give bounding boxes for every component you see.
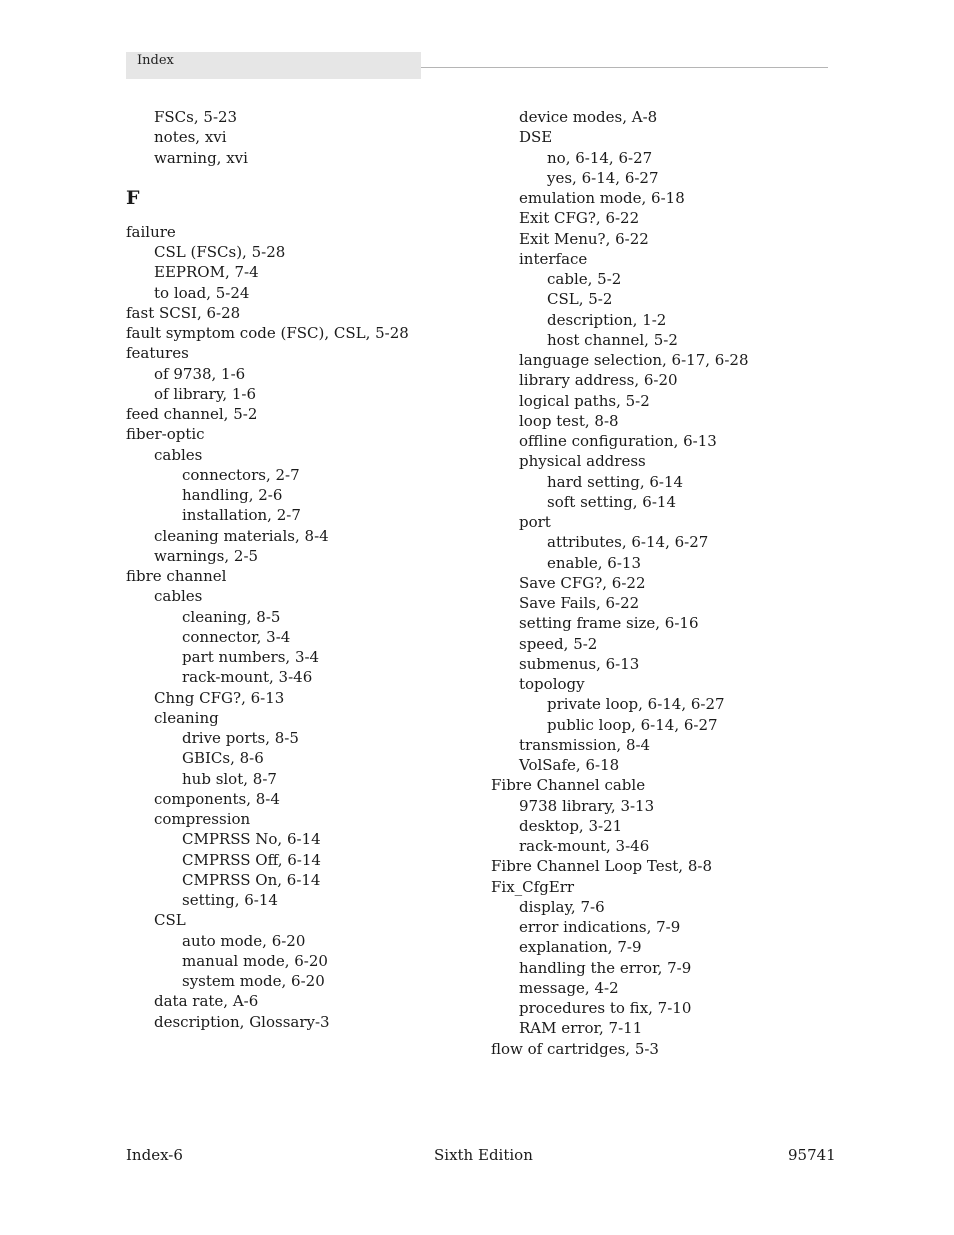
index-entry: description, Glossary-3 xyxy=(154,1012,330,1031)
index-entry: rack-mount, 3-46 xyxy=(519,837,650,855)
index-entry: topology xyxy=(519,675,585,693)
index-entry: Save Fails, 6-22 xyxy=(519,594,640,612)
index-entry: handling, 2-6 xyxy=(182,486,283,504)
index-entry: cables xyxy=(154,587,203,606)
index-entry: hub slot, 8-7 xyxy=(182,769,277,788)
index-entry: Fibre Channel cable xyxy=(491,776,646,795)
index-column-right xyxy=(491,107,831,1059)
footer-doc-number: 95741 xyxy=(788,1146,836,1164)
index-entry: device modes, A-8 xyxy=(519,108,658,126)
index-entry: of 9738, 1-6 xyxy=(154,364,246,383)
index-entry: cleaning materials, 8-4 xyxy=(154,526,329,545)
index-entry: procedures to fix, 7-10 xyxy=(519,999,692,1017)
index-entry: desktop, 3-21 xyxy=(519,816,623,835)
index-entry: feed channel, 5-2 xyxy=(126,405,258,423)
index-entry: Fibre Channel Loop Test, 8-8 xyxy=(491,857,712,876)
index-entry: handling the error, 7-9 xyxy=(519,958,692,977)
index-entry: data rate, A-6 xyxy=(154,992,259,1011)
index-entry: warnings, 2-5 xyxy=(154,546,259,565)
section-entries-continued xyxy=(491,107,831,1059)
index-entry: fault symptom code (FSC), CSL, 5-28 xyxy=(126,324,409,342)
index-entry: compression xyxy=(154,810,251,828)
index-entry: description, 1-2 xyxy=(547,310,667,329)
index-entry: manual mode, 6-20 xyxy=(182,951,328,970)
index-entry: message, 4-2 xyxy=(519,978,619,997)
index-entry: attributes, 6-14, 6-27 xyxy=(547,533,709,552)
index-entry: hard setting, 6-14 xyxy=(547,472,684,491)
continued-entries xyxy=(126,107,466,168)
index-entry: transmission, 8-4 xyxy=(519,735,651,754)
index-entry: connectors, 2-7 xyxy=(182,465,300,484)
index-entry: flow of cartridges, 5-3 xyxy=(491,1039,659,1058)
index-entry: CSL xyxy=(154,911,186,930)
running-header xyxy=(126,52,421,79)
index-entry: language selection, 6-17, 6-28 xyxy=(519,351,749,369)
index-entry: offline configuration, 6-13 xyxy=(519,432,717,450)
index-entry: connector, 3-4 xyxy=(182,627,291,646)
index-entry: private loop, 6-14, 6-27 xyxy=(547,695,725,714)
index-entry: public loop, 6-14, 6-27 xyxy=(547,715,718,734)
index-entry: notes, xvi xyxy=(154,128,227,147)
index-entry: no, 6-14, 6-27 xyxy=(547,148,653,167)
index-entry: fiber-optic xyxy=(126,425,205,444)
index-entry: setting, 6-14 xyxy=(182,891,278,909)
index-entry: Exit CFG?, 6-22 xyxy=(519,209,640,228)
index-entry: CSL, 5-2 xyxy=(547,290,613,309)
index-entry: explanation, 7-9 xyxy=(519,938,642,957)
index-entry: submenus, 6-13 xyxy=(519,654,640,673)
index-entry: soft setting, 6-14 xyxy=(547,492,677,511)
index-entry: VolSafe, 6-18 xyxy=(519,756,620,774)
index-entry: enable, 6-13 xyxy=(547,553,641,572)
index-entry: Save CFG?, 6-22 xyxy=(519,573,646,592)
index-entry: cleaning xyxy=(154,708,219,727)
index-entry: loop test, 8-8 xyxy=(519,411,619,430)
index-entry: to load, 5-24 xyxy=(154,283,250,302)
index-entry: physical address xyxy=(519,452,646,471)
index-entry: fast SCSI, 6-28 xyxy=(126,303,241,322)
index-entry: auto mode, 6-20 xyxy=(182,931,306,950)
index-entry: CMPRSS On, 6-14 xyxy=(182,870,321,889)
section-entries xyxy=(126,222,466,1032)
index-entry: RAM error, 7-11 xyxy=(519,1019,643,1038)
header-rule xyxy=(421,67,828,68)
index-entry: fibre channel xyxy=(126,567,227,585)
section-letter: F xyxy=(126,186,140,209)
footer-edition: Sixth Edition xyxy=(434,1146,533,1164)
index-entry: host channel, 5-2 xyxy=(547,330,678,349)
index-entry: installation, 2-7 xyxy=(182,506,301,525)
index-entry: features xyxy=(126,344,189,363)
index-entry: part numbers, 3-4 xyxy=(182,648,320,666)
index-entry: error indications, 7-9 xyxy=(519,918,681,936)
index-entry: yes, 6-14, 6-27 xyxy=(547,168,659,187)
index-entry: library address, 6-20 xyxy=(519,371,678,390)
index-entry: Chng CFG?, 6-13 xyxy=(154,688,285,707)
index-entry: CSL (FSCs), 5-28 xyxy=(154,243,286,261)
index-entry: logical paths, 5-2 xyxy=(519,391,650,410)
index-entry: DSE xyxy=(519,128,553,147)
index-entry: Fix_CfgErr xyxy=(491,877,575,896)
index-entry: display, 7-6 xyxy=(519,897,605,916)
index-entry: drive ports, 8-5 xyxy=(182,729,299,747)
index-entry: warning, xvi xyxy=(154,148,248,167)
index-entry: GBICs, 8-6 xyxy=(182,749,264,768)
index-entry: components, 8-4 xyxy=(154,789,280,808)
index-entry: emulation mode, 6-18 xyxy=(519,189,685,207)
index-column-left xyxy=(126,107,466,1032)
index-entry: cables xyxy=(154,445,203,464)
index-entry: EEPROM, 7-4 xyxy=(154,263,259,282)
index-entry: speed, 5-2 xyxy=(519,634,598,653)
index-entry: of library, 1-6 xyxy=(154,384,257,403)
index-entry: system mode, 6-20 xyxy=(182,972,325,990)
index-entry: rack-mount, 3-46 xyxy=(182,668,313,687)
index-entry: CMPRSS Off, 6-14 xyxy=(182,850,321,869)
index-entry: interface xyxy=(519,249,588,268)
index-entry: port xyxy=(519,513,551,531)
index-entry: CMPRSS No, 6-14 xyxy=(182,830,321,849)
index-entry: cleaning, 8-5 xyxy=(182,607,281,626)
footer-page-number: Index-6 xyxy=(126,1146,183,1164)
index-entry: setting frame size, 6-16 xyxy=(519,614,699,633)
index-entry: failure xyxy=(126,222,176,241)
index-entry: 9738 library, 3-13 xyxy=(519,796,655,815)
index-entry: Exit Menu?, 6-22 xyxy=(519,229,649,248)
index-entry: FSCs, 5-23 xyxy=(154,108,238,126)
index-entry: cable, 5-2 xyxy=(547,270,622,288)
running-header-label: Index xyxy=(137,53,174,68)
